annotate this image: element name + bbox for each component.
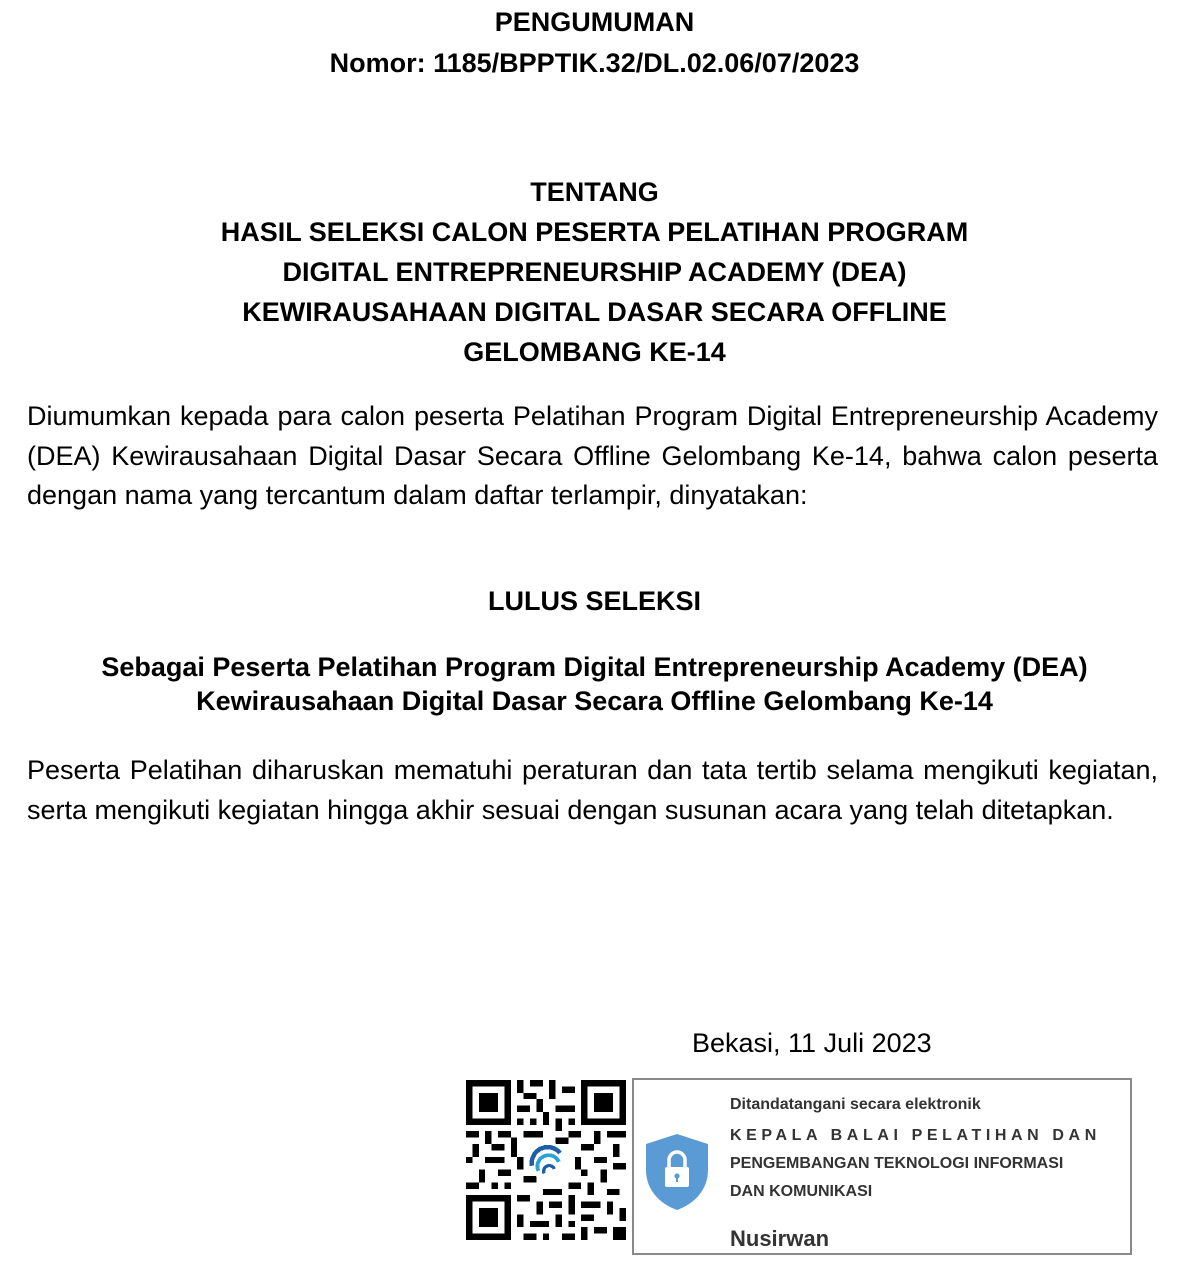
signatory-title-line-3: DAN KOMUNIKASI <box>730 1183 873 1200</box>
signatory-title <box>730 1122 1128 1206</box>
subject-line-3: DIGITAL ENTREPRENEURSHIP ACADEMY (DEA) <box>282 257 907 287</box>
signatory-name: Nusirwan <box>730 1226 830 1251</box>
role-line-1: Sebagai Peserta Pelatihan Program Digital Entrepreneurship Academy (DEA) <box>101 652 1088 682</box>
subject-about: TENTANG <box>530 177 659 207</box>
signatory-title-line-1: KEPALA BALAI PELATIHAN DAN <box>730 1127 1101 1144</box>
esign-note: Ditandatangani secara elektronik <box>730 1096 981 1113</box>
role-line-2: Kewirausahaan Digital Dasar Secara Offline Gelombang Ke-14 <box>196 686 993 716</box>
closing-paragraph: Peserta Pelatihan diharuskan mematuhi peraturan dan tata tertib selama mengikuti kegiatan, serta mengikuti kegiatan hingga akhir sesuai dengan susunan acara yang telah ditetapkan. <box>27 755 1158 825</box>
document-number: Nomor: 1185/BPPTIK.32/DL.02.06/07/2023 <box>329 48 860 78</box>
subject-line-5: GELOMBANG KE-14 <box>463 337 726 367</box>
place-date: Bekasi, 11 Juli 2023 <box>692 1028 932 1058</box>
result-heading: LULUS SELEKSI <box>487 586 702 616</box>
subject-line-4: KEWIRAUSAHAAN DIGITAL DASAR SECARA OFFLINE <box>242 297 947 327</box>
intro-paragraph: Diumumkan kepada para calon peserta Pelatihan Program Digital Entrepreneurship Academy (DEA) Kewirausahaan Digital Dasar Secara Offline Gelombang Ke-14, bahwa calon peserta dengan nama yang tercantum dalam daftar terlampir, dinyatakan: <box>27 401 1158 510</box>
shield-lock-icon <box>642 1132 712 1212</box>
qr-code-icon <box>466 1080 626 1240</box>
subject-line-2: HASIL SELEKSI CALON PESERTA PELATIHAN PROGRAM <box>220 217 969 247</box>
electronic-signature-box <box>632 1078 1132 1255</box>
signatory-title-line-2: PENGEMBANGAN TEKNOLOGI INFORMASI <box>730 1155 1064 1172</box>
document-title: PENGUMUMAN <box>494 7 695 37</box>
